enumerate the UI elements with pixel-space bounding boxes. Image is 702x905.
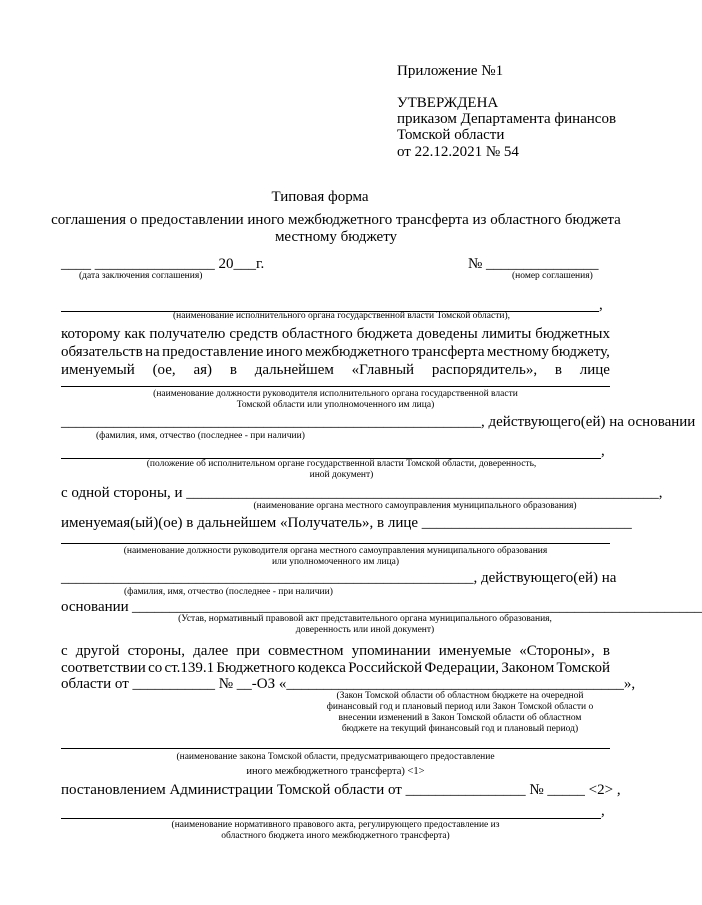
word: трансферта [411,344,485,360]
decree-line[interactable]: постановлением Администрации Томской области от ________________ № _____ <2> , [61,782,621,798]
local-head-caption-2: или уполномоченного им лица) [271,557,400,567]
word: обязательств [61,344,143,360]
basis-caption-1: (положение об исполнительном органе государственной власти Томской области, доверенность, [146,459,537,469]
word: (ое, [152,362,176,378]
paragraph-2-line-3[interactable]: области от ___________ № __-ОЗ «_____________________________________________», [61,676,636,692]
charter-caption-1: (Устав, нормативный правовой акт представительного органа муниципального образования, [178,614,552,624]
date-caption: (дата заключения соглашения) [79,271,203,281]
word: бюджета [356,326,413,342]
word: лице [579,362,610,378]
word: бюджету, [551,344,610,360]
approved-label: УТВЕРЖДЕНА [397,95,499,111]
word: лимиты [481,326,532,342]
law-caption-1: (Закон Томской области об областном бюджете на очередной [336,691,584,701]
act-caption-1: (наименование нормативного правового акта, регулирующего предоставление из [171,820,500,830]
word: в [554,362,562,378]
word: Федерации, [424,660,500,676]
appendix-label: Приложение №1 [397,63,504,79]
acting-line[interactable]: ________________________________________________________, действующего(ей) на основании [61,414,696,430]
head-caption-1: (наименование должности руководителя исполнительного органа государственной власти [153,389,518,399]
acting-line-2[interactable]: _______________________________________________________, действующего(ей) на [61,570,617,586]
head-caption-2: Томской области или уполномоченного им лица) [236,400,435,410]
one-side-line[interactable]: с одной стороны, и _______________________________________________________________, [61,485,663,501]
paragraph-2-line-1 [61,643,610,660]
law-caption-3: внесении изменений в Закон Томской области об областном [338,713,582,723]
word: упоминании [351,643,431,659]
charter-caption-2: доверенность или иной документ) [295,625,435,635]
word: средств [229,326,278,342]
order-line-1: приказом Департамента финансов [397,111,617,127]
word: Российской [348,660,423,676]
word: «Стороны», [519,643,595,659]
law-caption-4: бюджете на текущий финансовый год и плановый период) [341,724,579,734]
title-line-3: местному бюджету [274,229,398,245]
paragraph-1-line-3 [61,362,610,379]
order-line-3: от 22.12.2021 № 54 [397,144,519,160]
org-caption: (наименование исполнительного органа государственной власти Томской области), [173,311,510,321]
paragraph-1-line-2 [61,344,610,361]
local-gov-caption: (наименование органа местного самоуправления муниципального образования) [253,501,577,511]
agreement-date-field[interactable]: ____ ________________ 20___г. [61,256,265,272]
title-line-1: Типовая форма [271,189,369,205]
paragraph-2-line-2 [61,660,610,677]
word: ая) [193,362,213,378]
word: со [148,660,163,676]
word: доведены [416,326,478,342]
word: в [602,643,610,659]
word: дальнейшем [254,362,334,378]
word: Томской [556,660,610,676]
act-caption-2: областного бюджета иного межбюджетного трансферта) [221,831,450,841]
number-caption: (номер соглашения) [512,271,593,281]
basis-line-2[interactable]: ____________________________________________________________________________ [132,599,702,615]
title-line-2: соглашения о предоставлении иного межбюджетного трансферта из областного бюджета [51,212,621,228]
word: в [229,362,237,378]
law2-caption-1: (наименование закона Томской области, предусматривающего предоставление [176,752,495,762]
local-head-line[interactable] [61,543,610,544]
word: Законом [501,660,555,676]
law-name-line[interactable] [61,748,610,749]
word: при [236,643,260,659]
word: «Главный [351,362,415,378]
org-line-comma: , [599,297,603,313]
word: распорядитель», [431,362,538,378]
recipient-line[interactable]: именуемая(ый)(ое) в дальнейшем «Получатель», в лице ____________________________ [61,515,632,531]
word: межбюджетного [305,344,410,360]
word: стороны, [127,643,185,659]
act-name-line[interactable] [61,818,601,819]
agreement-number-field[interactable]: № _______________ [468,256,599,272]
word: на [145,344,160,360]
word: далее [193,643,229,659]
word: как [124,326,146,342]
word: местному [486,344,549,360]
paragraph-1-line-1 [61,326,610,343]
basis-word: основании [61,599,129,615]
fio-caption-1: (фамилия, имя, отчество (последнее - при наличии) [96,431,305,441]
word: кодекса [297,660,346,676]
word: получателю [149,326,226,342]
word: другой [75,643,120,659]
word: соответствии [61,660,146,676]
fio-caption-2: (фамилия, имя, отчество (последнее - при наличии) [124,587,333,597]
word: именуемый [61,362,135,378]
local-head-caption-1: (наименование должности руководителя органа местного самоуправления муниципального образования [123,546,548,556]
word: с [61,643,68,659]
word: которому [61,326,121,342]
law-caption-2: финансовый год и плановый период или Закон Томской области о [326,702,594,712]
basis-caption-2: иной документ) [309,470,374,480]
word: Бюджетного [216,660,296,676]
head-position-line[interactable] [61,386,610,387]
word: предоставление [162,344,264,360]
word: иного [265,344,303,360]
word: именуемые [438,643,512,659]
word: областного [281,326,353,342]
word: ст.139.1 [164,660,215,676]
order-line-2: Томской области [397,127,505,143]
word: бюджетных [535,326,610,342]
law2-caption-2: иного межбюджетного трансферта) <1> [246,766,425,777]
basis-line-comma: , [601,443,605,459]
word: совместном [268,643,344,659]
act-line-comma: , [601,803,605,819]
